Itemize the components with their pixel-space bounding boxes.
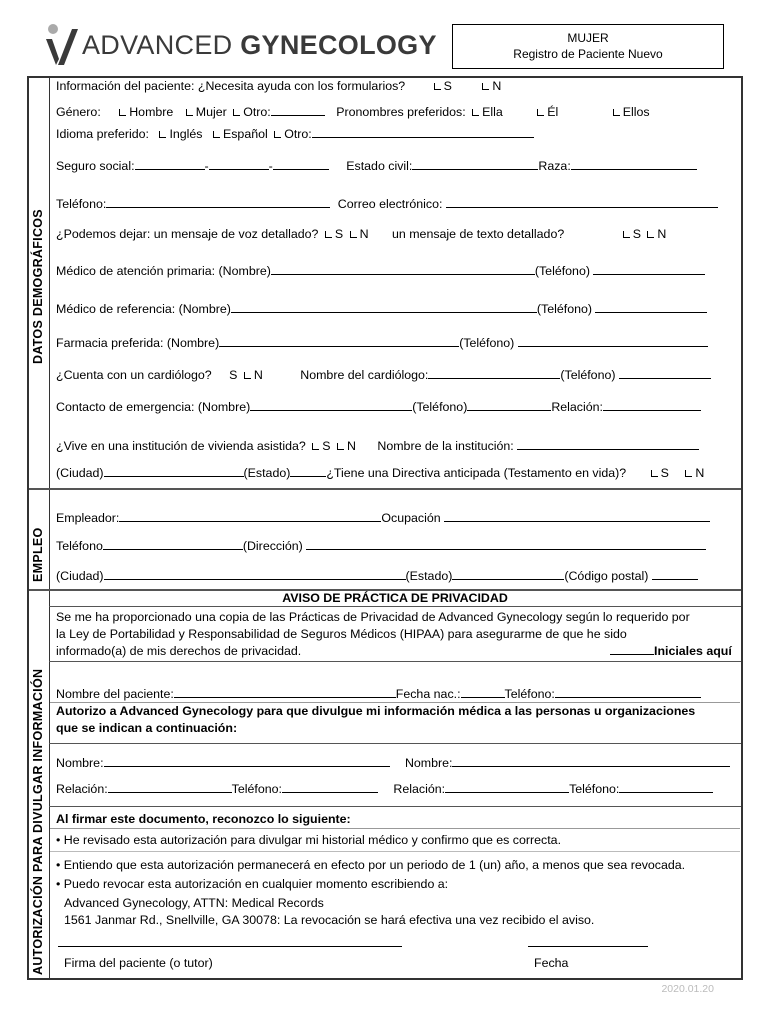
pcp-phone-field[interactable] xyxy=(593,264,705,275)
pcp-name-field[interactable] xyxy=(271,264,535,275)
cardiologist-row: ¿Cuenta con un cardiólogo? S N Nombre del cardiólogo: (Teléfono) xyxy=(56,368,711,383)
phone-field[interactable] xyxy=(106,197,330,208)
patient-row: Nombre del paciente: Fecha nac.: Teléfono: xyxy=(56,687,701,702)
recipient-phone-field-2[interactable] xyxy=(619,782,713,793)
privacy-heading: AVISO DE PRÁCTICA DE PRIVACIDAD xyxy=(282,591,508,605)
recipient-name-field-2[interactable] xyxy=(452,756,730,767)
emergency-relation-field[interactable] xyxy=(603,400,701,411)
divider-employment xyxy=(29,488,741,490)
referral-row: Médico de referencia: (Nombre) (Teléfono) xyxy=(56,302,707,317)
pharmacy-name-field[interactable] xyxy=(219,336,459,347)
voicemail-no-checkbox[interactable] xyxy=(350,231,357,238)
employment-city-field[interactable] xyxy=(104,569,406,580)
text-no-checkbox[interactable] xyxy=(647,231,654,238)
dob-field[interactable] xyxy=(461,687,505,698)
message-row: ¿Podemos dejar: un mensaje de voz detallado? S N un mensaje de texto detallado? S N xyxy=(56,227,667,241)
assisted-yes-checkbox[interactable] xyxy=(312,443,319,450)
divider-privacy-heading xyxy=(49,606,741,607)
divider-bullets xyxy=(50,851,740,852)
other-lang-field[interactable] xyxy=(312,127,534,138)
recipient-relation-field-1[interactable] xyxy=(108,782,232,793)
cardiologist-name-field[interactable] xyxy=(428,368,560,379)
spanish-checkbox[interactable] xyxy=(213,131,220,138)
text-yes-checkbox[interactable] xyxy=(623,231,630,238)
cardiologist-no-checkbox[interactable] xyxy=(244,372,251,379)
help-no-checkbox[interactable] xyxy=(482,83,489,90)
recipient-relation-row: Relación: Teléfono: Relación: Teléfono: xyxy=(56,782,713,797)
ssn-field-1[interactable] xyxy=(135,159,205,170)
authorize-line-1: Autorizo a Advanced Gynecology para que divulgue mi información médica a las personas u organizaciones xyxy=(56,704,696,718)
recipient-name-row: Nombre: Nombre: xyxy=(56,756,730,771)
section-demographics: DATOS DEMOGRÁFICOS xyxy=(31,209,45,364)
emergency-row: Contacto de emergencia: (Nombre) (Teléfono) Relación: xyxy=(56,400,701,415)
city-row: (Ciudad) (Estado) ¿Tiene una Directiva anticipada (Testamento en vida)? S N xyxy=(56,466,705,480)
section-authorization: AUTORIZACIÓN PARA DIVULGAR INFORMACIÓN xyxy=(31,668,45,975)
recipient-relation-field-2[interactable] xyxy=(445,782,569,793)
other-gender-field[interactable] xyxy=(271,105,325,116)
address-line-1: Advanced Gynecology, ATTN: Medical Records xyxy=(64,896,324,910)
form-subtitle: Registro de Paciente Nuevo xyxy=(513,47,663,61)
emergency-phone-field[interactable] xyxy=(467,400,551,411)
privacy-line-2: la Ley de Portabilidad y Responsabilidad de Seguros Médicos (HIPAA) para asegurarme de que he sido xyxy=(56,627,627,641)
assisted-row: ¿Vive en una institución de vivienda asistida? S N Nombre de la institución: xyxy=(56,439,699,454)
state-field[interactable] xyxy=(290,466,326,477)
privacy-line-1: Se me ha proporcionado una copia de las Prácticas de Privacidad de Advanced Gynecology según lo requerido por xyxy=(56,610,690,624)
pharmacy-phone-field[interactable] xyxy=(518,336,708,347)
help-yes-checkbox[interactable] xyxy=(434,83,441,90)
civil-status-field[interactable] xyxy=(412,159,538,170)
address-line-2: 1561 Janmar Rd., Snellville, GA 30078: La revocación se hará efectiva una vez recibido el aviso. xyxy=(64,913,595,927)
occupation-field[interactable] xyxy=(444,511,710,522)
bullet-2: • Entiendo que esta autorización permanecerá en efecto por un periodo de 1 (un) año, a menos que sea revocada. xyxy=(56,858,686,872)
gender-row: Género: Hombre Mujer Otro: Pronombres preferidos: Ella Él Ellos xyxy=(56,105,650,119)
employment-phone-row: Teléfono (Dirección) xyxy=(56,539,706,554)
sign-heading: Al firmar este documento, reconozco lo siguiente: xyxy=(56,812,351,826)
pharmacy-row: Farmacia preferida: (Nombre) (Teléfono) xyxy=(56,336,708,351)
ssn-row: Seguro social: - - Estado civil: Raza: xyxy=(56,159,697,174)
referral-phone-field[interactable] xyxy=(595,302,707,313)
bullet-1: • He revisado esta autorización para divulgar mi historial médico y confirmo que es correcta. xyxy=(56,833,562,847)
assisted-no-checkbox[interactable] xyxy=(337,443,344,450)
employer-field[interactable] xyxy=(119,511,381,522)
employment-address-field[interactable] xyxy=(306,539,706,550)
logo-text: ADVANCED GYNECOLOGY xyxy=(82,29,437,60)
divider-sign-heading xyxy=(50,828,740,829)
employment-phone-field[interactable] xyxy=(103,539,243,550)
directive-yes-checkbox[interactable] xyxy=(651,470,658,477)
institution-field[interactable] xyxy=(517,439,699,450)
other-gender-checkbox[interactable] xyxy=(233,109,240,116)
form-title: MUJER xyxy=(567,31,609,45)
recipient-phone-field-1[interactable] xyxy=(282,782,378,793)
ssn-field-3[interactable] xyxy=(273,159,329,170)
ssn-field-2[interactable] xyxy=(209,159,269,170)
sidebar-divider xyxy=(49,77,50,979)
divider-signing xyxy=(49,806,741,807)
other-lang-checkbox[interactable] xyxy=(274,131,281,138)
logo xyxy=(42,22,437,68)
directive-no-checkbox[interactable] xyxy=(685,470,692,477)
male-checkbox[interactable] xyxy=(119,109,126,116)
voicemail-yes-checkbox[interactable] xyxy=(325,231,332,238)
date-field[interactable] xyxy=(528,946,648,947)
employer-row: Empleador: Ocupación xyxy=(56,511,710,526)
emergency-name-field[interactable] xyxy=(250,400,412,411)
email-field[interactable] xyxy=(446,197,718,208)
divider-authorize xyxy=(50,702,740,703)
initials-field[interactable] xyxy=(610,644,654,655)
section-employment: EMPLEO xyxy=(31,527,45,582)
signature-label: Firma del paciente (o tutor) xyxy=(64,956,213,970)
employment-city-row: (Ciudad) (Estado) (Código postal) xyxy=(56,569,698,584)
authorize-line-2: que se indican a continuación: xyxy=(56,721,238,735)
pcp-row: Médico de atención primaria: (Nombre) (Teléfono) xyxy=(56,264,705,279)
race-field[interactable] xyxy=(571,159,697,170)
divider-recipients xyxy=(49,743,741,744)
language-row: Idioma preferido: Inglés Español Otro: xyxy=(56,127,534,142)
patient-name-field[interactable] xyxy=(174,687,396,698)
english-checkbox[interactable] xyxy=(159,131,166,138)
bullet-3: • Puedo revocar esta autorización en cualquier momento escribiendo a: xyxy=(56,877,449,891)
referral-name-field[interactable] xyxy=(231,302,537,313)
they-checkbox[interactable] xyxy=(613,109,620,116)
privacy-line-3: informado(a) de mis derechos de privacidad. xyxy=(56,644,302,658)
employment-state-field[interactable] xyxy=(452,569,564,580)
version-label: 2020.01.20 xyxy=(661,983,714,995)
divider-auth xyxy=(49,661,741,662)
help-row: Información del paciente: ¿Necesita ayuda con los formularios? S N xyxy=(56,79,502,93)
employment-zip-field[interactable] xyxy=(652,569,698,580)
logo-mark-icon xyxy=(42,23,78,67)
form-title-box xyxy=(452,24,724,69)
date-label: Fecha xyxy=(534,956,569,970)
initials-row: Iniciales aquí xyxy=(610,644,732,659)
phone-row: Teléfono: Correo electrónico: xyxy=(56,197,718,212)
she-checkbox[interactable] xyxy=(472,109,479,116)
city-field[interactable] xyxy=(104,466,244,477)
recipient-name-field-1[interactable] xyxy=(104,756,390,767)
cardiologist-phone-field[interactable] xyxy=(619,368,711,379)
he-checkbox[interactable] xyxy=(537,109,544,116)
signature-field[interactable] xyxy=(58,946,402,947)
patient-phone-field[interactable] xyxy=(555,687,701,698)
female-checkbox[interactable] xyxy=(186,109,193,116)
